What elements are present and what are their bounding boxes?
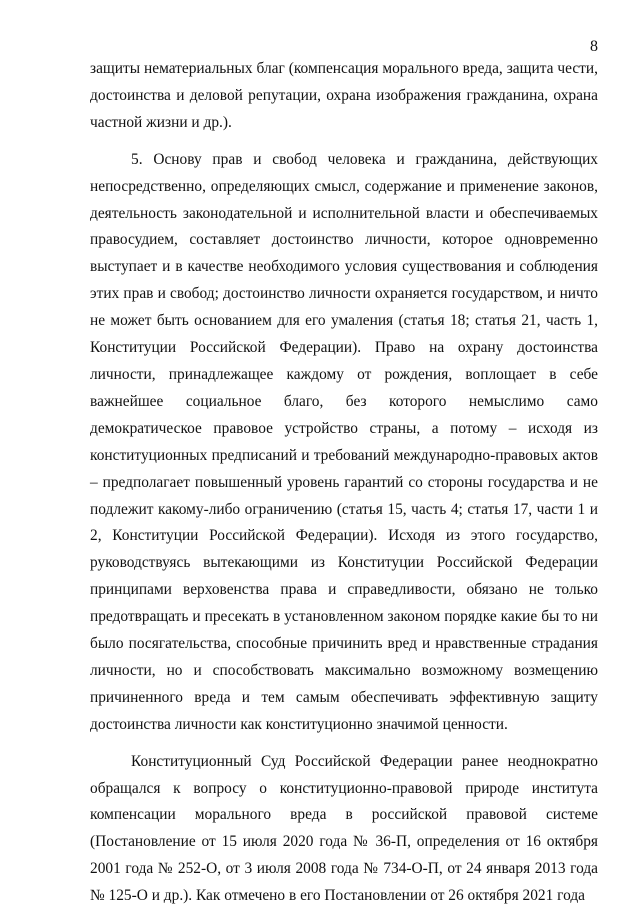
paragraph-continuation: защиты нематериальных благ (компенсация морального вреда, защита чести, достоинства и деловой репутации, охрана изображения гражданина, охрана частной жизни и др.).	[90, 60, 598, 131]
paragraph-constitutional-court: Конституционный Суд Российской Федерации ранее неоднократно обращался к вопросу о конституционно-правовой природе института компенсации морального вреда в российской правовой системе (Постановление от 15 июля 2020 года № 36-П, определения от 16 октября 2001 года № 252-О, от 3 июля 2008 года № 734-О-П, от 24 января 2013 года № 125-О и др.). Как отмечено в его Постановлении от 26 октября 2021 года	[90, 752, 598, 905]
document-body	[90, 56, 598, 910]
page-number: 8	[590, 38, 598, 55]
paragraph-point-5: 5. Основу прав и свобод человека и гражданина, действующих непосредственно, определяющих смысл, содержание и применение законов, деятельность законодательной и исполнительной власти и обеспечиваемых правосудием, составляет достоинство личности, которое одновременно выступает и в качестве необходимого условия существования и соблюдения этих прав и свобод; достоинство личности охраняется государством, и ничто не может быть основанием для его умаления (статья 18; статья 21, часть 1, Конституции Российской Федерации). Право на охрану достоинства личности, принадлежащее каждому от рождения, воплощает в себе важнейшее социальное благо, без которого немыслимо само демократическое правовое устройство страны, а потому – исходя из конституционных предписаний и требований международно-правовых актов – предполагает повышенный уровень гарантий со стороны государства и не подлежит какому-либо ограничению (статья 15, часть 4; статья 17, части 1 и 2, Конституции Российской Федерации). Исходя из этого государство, руководствуясь вытекающими из Конституции Российской Федерации принципами верховенства права и справедливости, обязано не только предотвращать и пресекать в установленном законом порядке какие бы то ни было посягательства, способные причинить вред и нравственные страдания личности, но и способствовать максимально возможному возмещению причиненного вреда и тем самым обеспечивать эффективную защиту достоинства личности как конституционно значимой ценности.	[90, 150, 598, 733]
